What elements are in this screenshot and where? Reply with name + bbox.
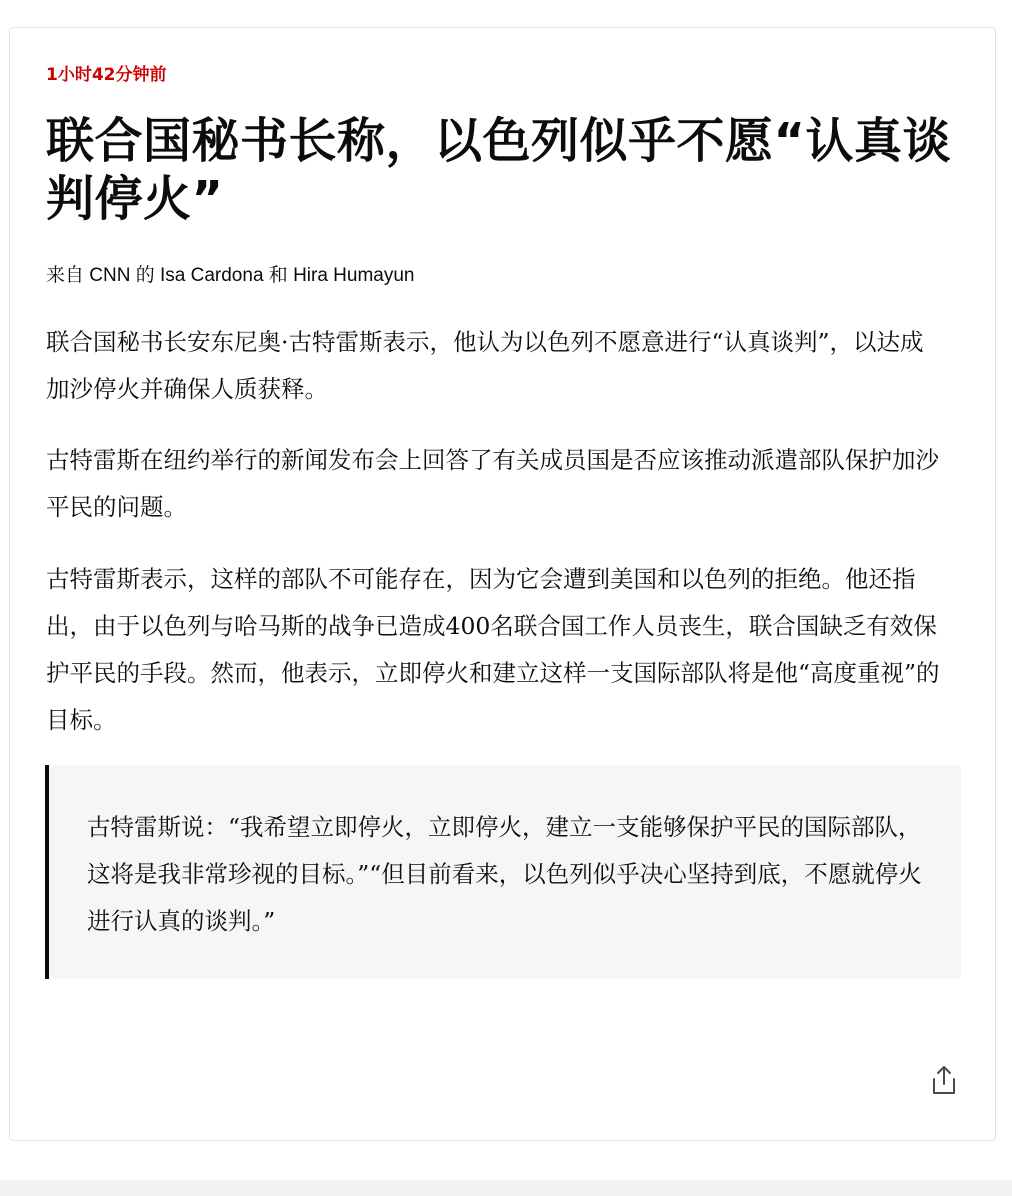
- headline: 联合国秘书长称，以色列似乎不愿“认真谈判停火”: [46, 113, 952, 227]
- quote-text: 古特雷斯说：“我希望立即停火，立即停火，建立一支能够保护平民的国际部队，这将是我非常珍视的目标。”“但目前看来，以色列似乎决心坚持到底，不愿就停火进行认真的谈判。”: [87, 813, 922, 935]
- share-icon: [929, 1064, 959, 1096]
- share-button[interactable]: [929, 1064, 959, 1096]
- byline: 来自 CNN 的 Isa Cardona 和 Hira Humayun: [46, 265, 415, 286]
- article-paragraph: 古特雷斯表示，这样的部队不可能存在，因为它会遭到美国和以色列的拒绝。他还指出，由于以色列与哈马斯的战争已造成400名联合国工作人员丧生，联合国缺乏有效保护平民的手段。然而，他表示，立即停火和建立这样一支国际部队将是他“高度重视”的目标。: [46, 565, 940, 734]
- article-paragraph: 联合国秘书长安东尼奥·古特雷斯表示，他认为以色列不愿意进行“认真谈判”，以达成加沙停火并确保人质获释。: [46, 328, 924, 403]
- bottom-bar: [0, 1180, 1012, 1196]
- article-card: [9, 27, 996, 1141]
- timestamp: 1小时42分钟前: [46, 65, 167, 85]
- article-paragraph: 古特雷斯在纽约举行的新闻发布会上回答了有关成员国是否应该推动派遣部队保护加沙平民的问题。: [46, 446, 939, 521]
- blockquote: [45, 765, 961, 979]
